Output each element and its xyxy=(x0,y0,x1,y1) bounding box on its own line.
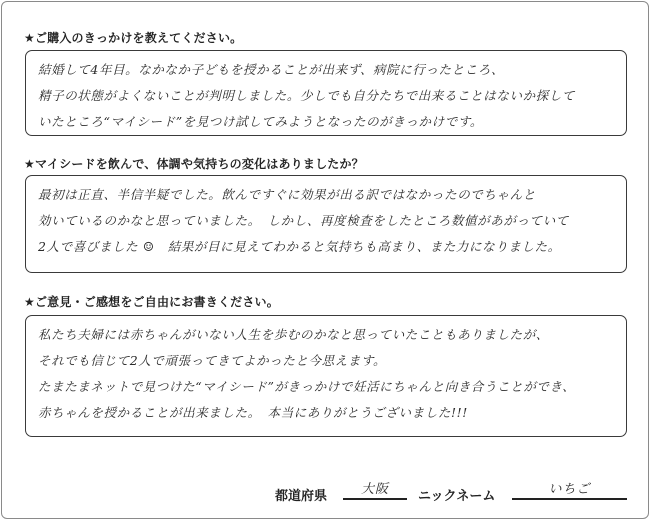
answer-3-line-3: たまたまネットで見つけた“マイシード”がきっかけで妊活にちゃんと向き合うことができ、 xyxy=(38,379,576,394)
prefecture-field xyxy=(343,480,407,500)
prefecture-label: 都道府県 xyxy=(275,489,328,504)
answer-3-line-4: 赤ちゃんを授かることが出来ました。 本当にありがとうございました!!! xyxy=(38,405,468,420)
answer-1-line-2: 精子の状態がよくないことが判明しました。少しでも自分たちで出来ることはないか探して xyxy=(38,88,575,103)
nickname-label: ニックネーム xyxy=(418,489,496,504)
answer-3-box xyxy=(25,315,627,437)
nickname-field xyxy=(512,480,627,500)
question-1-label: ★ご購入のきっかけを教えてください。 xyxy=(24,31,243,45)
answer-2-line-1: 最初は正直、半信半疑でした。飲んですぐに効果が出る訳ではなかったのでちゃんと xyxy=(38,187,536,202)
question-2-label: ★マイシードを飲んで、体調や気持ちの変化はありましたか？ xyxy=(24,157,364,171)
answer-1-line-3: いたところ“マイシード”を見つけ試してみようとなったのがきっかけです。 xyxy=(38,114,484,129)
answer-1-box xyxy=(25,50,627,136)
answer-2-line-2: 効いているのかなと思っていました。 しかし、再度検査をしたところ数値があがっていて xyxy=(38,213,569,228)
question-3-label: ★ご意見・ご感想をご自由にお書きください。 xyxy=(24,295,279,309)
answer-2-line-3: 2人で喜びました ☺ 結果が目に見えてわかると気持ちも高まり、また力になりました。 xyxy=(38,239,561,254)
prefecture-value: 大阪 xyxy=(360,482,389,497)
answer-1-line-1: 結婚して4年目。なかなか子どもを授かることが出来ず、病院に行ったところ、 xyxy=(38,62,505,77)
answer-3-line-1: 私たち夫婦には赤ちゃんがいない人生を歩むのかなと思っていたこともありましたが、 xyxy=(38,327,549,342)
answer-3-line-2: それでも信じて2人で頑張ってきてよかったと今思えます。 xyxy=(38,353,387,368)
survey-card xyxy=(1,1,649,519)
nickname-value: いちご xyxy=(548,482,591,497)
answer-2-box xyxy=(25,175,627,273)
